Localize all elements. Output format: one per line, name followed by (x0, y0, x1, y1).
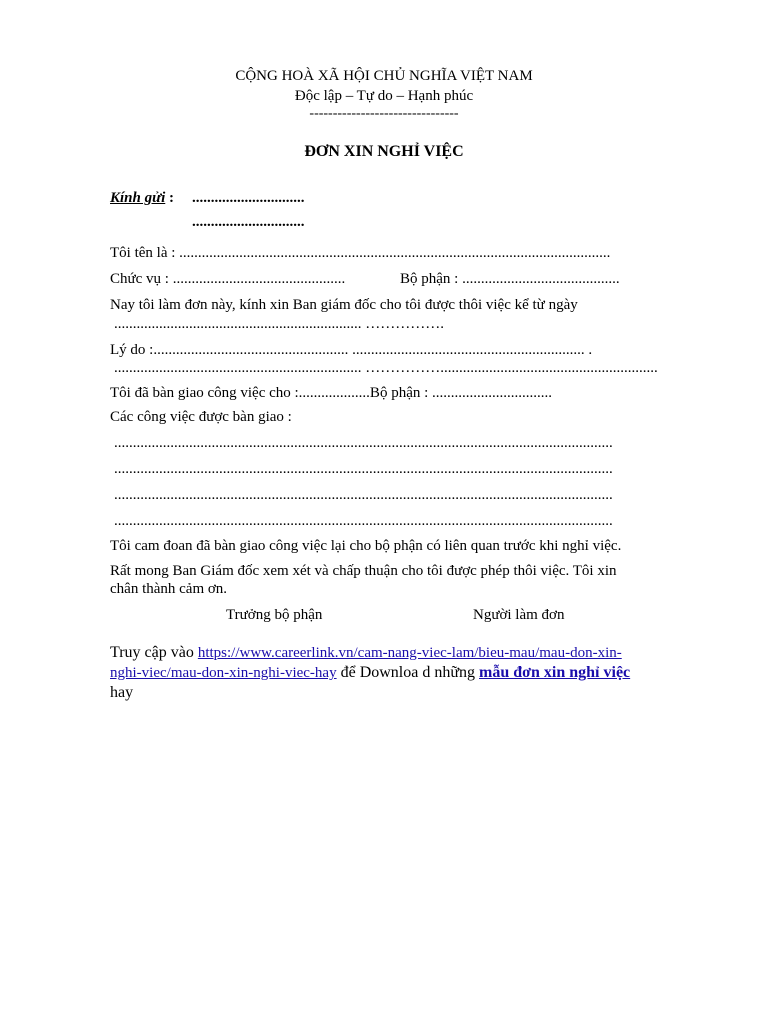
task-line: ..................................................................................................................................... (114, 461, 613, 477)
motto: Độc lập – Tự do – Hạnh phúc (294, 88, 474, 104)
recipient-label: Kính gửi (110, 190, 166, 206)
separator: -------------------------------- (309, 106, 459, 121)
recipient-colon: : (165, 190, 175, 206)
reason-dots: .................................................................. …………….......................................................... (114, 360, 658, 376)
task-line: ..................................................................................................................................... (114, 513, 613, 529)
request-dots: .................................................................. ……………. (114, 316, 444, 332)
nation-header: CỘNG HOÀ XÃ HỘI CHỦ NGHĨA VIỆT NAM (235, 68, 533, 84)
signature-right-label: Người làm đơn (473, 607, 565, 623)
careerlink-url-link[interactable]: https://www.careerlink.vn/cam-nang-viec-lam/bieu-mau/mau-don-xin- (197, 645, 622, 661)
footer-middle: để Downloa d những (336, 664, 480, 681)
footer-suffix: hay (110, 684, 134, 701)
handover-field: Tôi đã bàn giao công việc cho :...................Bộ phận : ................................ (110, 385, 553, 401)
careerlink-url-link-cont[interactable]: nghi-viec/mau-don-xin-nghi-viec-hay (110, 665, 337, 681)
task-line: ..................................................................................................................................... (114, 435, 613, 451)
closing-text-2: chân thành cảm ơn. (110, 581, 228, 597)
department-field: Bộ phận : .......................................... (400, 271, 620, 287)
position-field: Chức vụ : .............................................. (110, 271, 346, 287)
document-title: ĐƠN XIN NGHỈ VIỆC (304, 143, 464, 160)
name-field: Tôi tên là : ................................................................................................................... (110, 245, 611, 261)
commitment-text: Tôi cam đoan đã bàn giao công việc lại cho bộ phận có liên quan trước khi nghỉ việc. (110, 538, 622, 554)
tasks-label: Các công việc được bàn giao : (110, 409, 292, 425)
footer-prefix: Truy cập vào (110, 644, 198, 661)
signature-left-label: Trưởng bộ phận (226, 607, 323, 623)
closing-text-1: Rất mong Ban Giám đốc xem xét và chấp thuận cho tôi được phép thôi việc. Tôi xin (110, 563, 617, 579)
footer-line-1 (110, 644, 622, 662)
request-line: Nay tôi làm đơn này, kính xin Ban giám đốc cho tôi được thôi việc kể từ ngày (110, 297, 578, 313)
recipient-dots-2: .............................. (192, 214, 305, 230)
reason-field: Lý do :.................................................... .............................................................. . (110, 342, 593, 358)
recipient-dots-1: .............................. (192, 190, 305, 206)
recipient-line (110, 190, 174, 207)
resignation-template-link[interactable]: mẫu đơn xin nghỉ việc (479, 664, 631, 681)
task-line: ..................................................................................................................................... (114, 487, 613, 503)
footer-line-2 (110, 664, 630, 682)
